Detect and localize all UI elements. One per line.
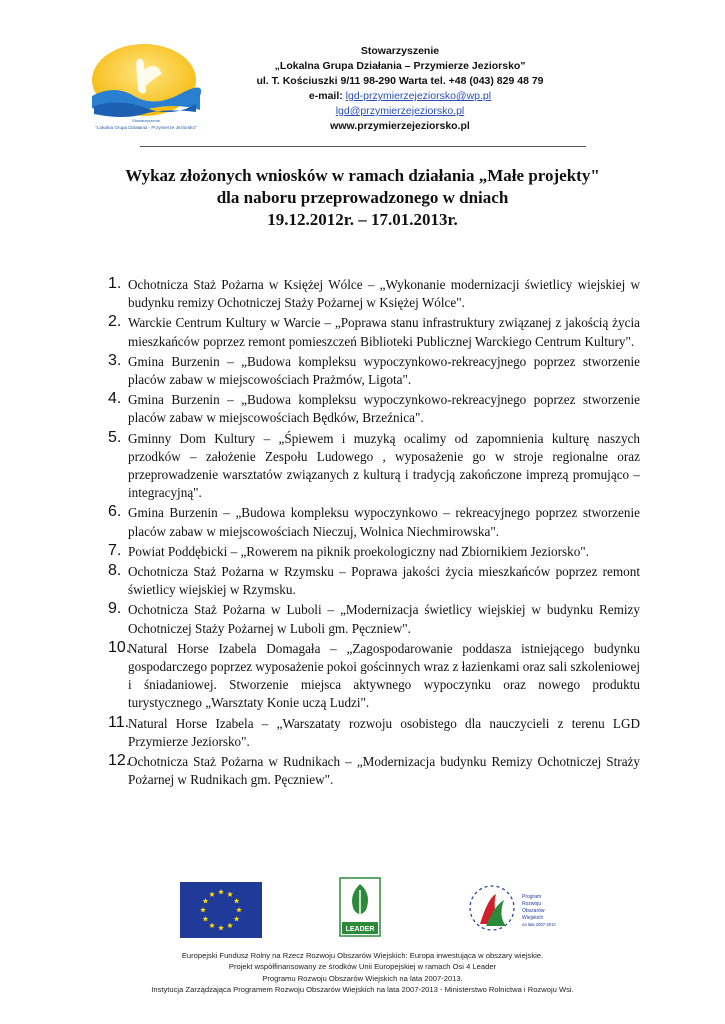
application-item xyxy=(100,715,640,751)
leader-logo xyxy=(338,876,382,938)
application-number: 6. xyxy=(108,503,122,521)
application-text: Powiat Poddębicki – „Rowerem na piknik proekologiczny nad Zbiornikiem Jeziorsko". xyxy=(128,543,589,559)
application-item xyxy=(100,276,640,312)
eu-star-icon xyxy=(234,916,240,921)
prow-line-2: Rozwoju xyxy=(522,901,542,907)
application-text: Ochotnicza Staż Pożarna w Rudnikach – „Modernizacja budynku Remizy Ochotniczej Straży Pożarnej w Rudnikach gm. Pęczniew". xyxy=(128,754,640,788)
prow-line-4: Wiejskich xyxy=(522,915,544,921)
application-number: 7. xyxy=(108,541,122,559)
application-text: Gmina Burzenin – „Budowa kompleksu wypoczynkowo-rekreacyjnego poprzez stworzenie placów zabaw w miejscowościach Będków, Brzeźnica". xyxy=(128,392,640,426)
application-item xyxy=(100,601,640,637)
application-item xyxy=(100,640,640,713)
eu-star-icon xyxy=(218,889,224,894)
eu-star-icon xyxy=(236,907,242,912)
application-item xyxy=(100,563,640,599)
email-label: e-mail: xyxy=(308,90,346,102)
email-line xyxy=(190,89,610,104)
funding-logos xyxy=(0,870,725,940)
application-item xyxy=(100,504,640,540)
header-divider xyxy=(140,146,586,147)
application-text: Ochotnicza Staż Pożarna w Luboli – „Modernizacja świetlicy wiejskiej w budynku Remizy Ochotniczej Staży Pożarnej w Luboli gm. Pęczniew". xyxy=(128,602,640,636)
application-item xyxy=(100,543,640,561)
footer-line-3: Programu Rozwoju Obszarów Wiejskich na lata 2007-2013. xyxy=(262,973,463,983)
application-text: Natural Horse Izabela – „Warszataty rozwoju osobistego dla nauczycieli z terenu LGD Przymierze Jeziorsko". xyxy=(128,715,640,749)
application-item xyxy=(100,753,640,789)
eu-star-icon xyxy=(218,925,224,930)
email-link-2[interactable]: lgd@przymierzejeziorsko.pl xyxy=(335,105,465,117)
eu-stars-icon xyxy=(180,882,262,938)
application-number: 3. xyxy=(108,351,122,369)
application-number: 12. xyxy=(108,752,131,770)
prow-logo-icon xyxy=(466,874,558,940)
application-number: 4. xyxy=(108,390,122,408)
application-item xyxy=(100,314,640,350)
application-number: 8. xyxy=(108,562,122,580)
footer xyxy=(60,950,665,996)
application-text: Ochotnicza Staż Pożarna w Księżej Wólce – „Wykonanie modernizacji świetlicy wiejskiej w budynku remizy Ochotniczej Staży Pożarnej w Księżej Wólce". xyxy=(128,277,640,311)
application-number: 2. xyxy=(108,313,122,331)
logo-caption: "Lokalna Grupa Działania - Przymierze Jeziorsko" xyxy=(95,125,197,130)
applications-list xyxy=(100,276,640,791)
prow-line-1: Program xyxy=(522,894,542,900)
application-text: Natural Horse Izabela Domagała – „Zagospodarowanie poddasza istniejącego budynku gospodarczego poprzez wyposażenie pokoi gościnnych wraz z łazienkami oraz sali szkoleniowej i śniadaniowej. Stworzenie miejsca aktywnego wypoczynku oraz nowego produktu turystycznego „Warsztaty Konie uczą Ludzi". xyxy=(128,640,640,711)
prow-line-5: na lata 2007-2013 xyxy=(522,922,556,927)
eu-star-icon xyxy=(203,898,209,903)
application-text: Gmina Burzenin – „Budowa kompleksu wypoczynkowo-rekreacyjnego poprzez stworzenie placów zabaw w miejscowościach Prażmów, Ligota". xyxy=(128,353,640,388)
application-text: Ochotnicza Staż Pożarna w Rzymsku – Poprawa jakości życia mieszkańców poprzez remont świetlicy wiejskiej w Rzymsku. xyxy=(128,564,640,598)
footer-line-2: Projekt współfinansowany ze środków Unii Europejskiej w ramach Osi 4 Leader xyxy=(228,962,497,972)
org-address: ul. T. Kościuszki 9/11 98-290 Warta tel. +48 (043) 829 48 79 xyxy=(256,75,544,87)
title-line-3: 19.12.2012r. – 17.01.2013r. xyxy=(267,210,458,229)
eu-star-icon xyxy=(203,916,209,921)
footer-line-1: Europejski Fundusz Rolny na Rzecz Rozwoju Obszarów Wiejskich: Europa inwestująca w obszary wiejskie. xyxy=(181,951,544,960)
prow-logo xyxy=(466,874,558,940)
org-name: „Lokalna Grupa Działania – Przymierze Jeziorsko" xyxy=(274,60,526,72)
application-text: Gminny Dom Kultury – „Śpiewem i muzyką ocalimy od zapomnienia kulturę naszych przodków – założenie Zespołu Ludowego , wyposażenie go w stroje regionalne oraz przeprowadzenie warsztatów związanych z kulturą i tradycją zakończone imprezą promująco – integracyjną". xyxy=(128,430,640,501)
website[interactable]: www.przymierzejeziorsko.pl xyxy=(330,120,470,132)
application-text: Warckie Centrum Kultury w Warcie – „Poprawa stanu infrastruktury związanej z jakością życia mieszkańców poprzez remont pomieszczeń Biblioteki Publicznej Warckiego Centrum Kultury". xyxy=(128,315,640,349)
email-link-1[interactable]: lgd-przymierzejeziorsko@wp.pl xyxy=(345,90,492,102)
prow-line-3: Obszarów xyxy=(522,908,545,914)
leader-text: LEADER xyxy=(345,926,375,933)
eu-star-icon xyxy=(227,891,233,896)
eu-star-icon xyxy=(209,891,215,896)
eu-star-icon xyxy=(234,898,240,903)
eu-star-icon xyxy=(227,923,233,928)
eu-star-icon xyxy=(200,907,206,912)
title-line-2: dla naboru przeprowadzonego w dniach xyxy=(216,188,509,207)
application-number: 9. xyxy=(108,600,122,618)
application-item xyxy=(100,391,640,427)
application-number: 1. xyxy=(108,275,122,292)
leader-logo-icon xyxy=(338,876,382,938)
logo-caption-small: Stowarzyszenie xyxy=(131,118,161,123)
application-item xyxy=(100,430,640,503)
document-title xyxy=(40,165,685,231)
eu-flag-logo xyxy=(180,882,262,938)
title-line-1: Wykaz złożonych wniosków w ramach działania „Małe projekty" xyxy=(125,166,600,185)
application-number: 5. xyxy=(108,428,122,446)
org-type: Stowarzyszenie xyxy=(360,45,440,57)
organization-header xyxy=(190,44,610,134)
application-text: Gmina Burzenin – „Budowa kompleksu wypoczynkowo – rekreacyjnego poprzez stworzenie placów zabaw w miejscowościach Nieczuj, Wolnica Niechmirowska". xyxy=(128,505,640,539)
application-number: 11. xyxy=(108,713,130,731)
footer-line-4: Instytucja Zarządzająca Programem Rozwoju Obszarów Wiejskich na lata 2007-2013 - Ministerstwo Rolnictwa i Rozwoju Wsi. xyxy=(151,985,574,995)
eu-star-icon xyxy=(209,923,215,928)
application-number: 10. xyxy=(108,638,131,656)
application-item xyxy=(100,353,640,389)
